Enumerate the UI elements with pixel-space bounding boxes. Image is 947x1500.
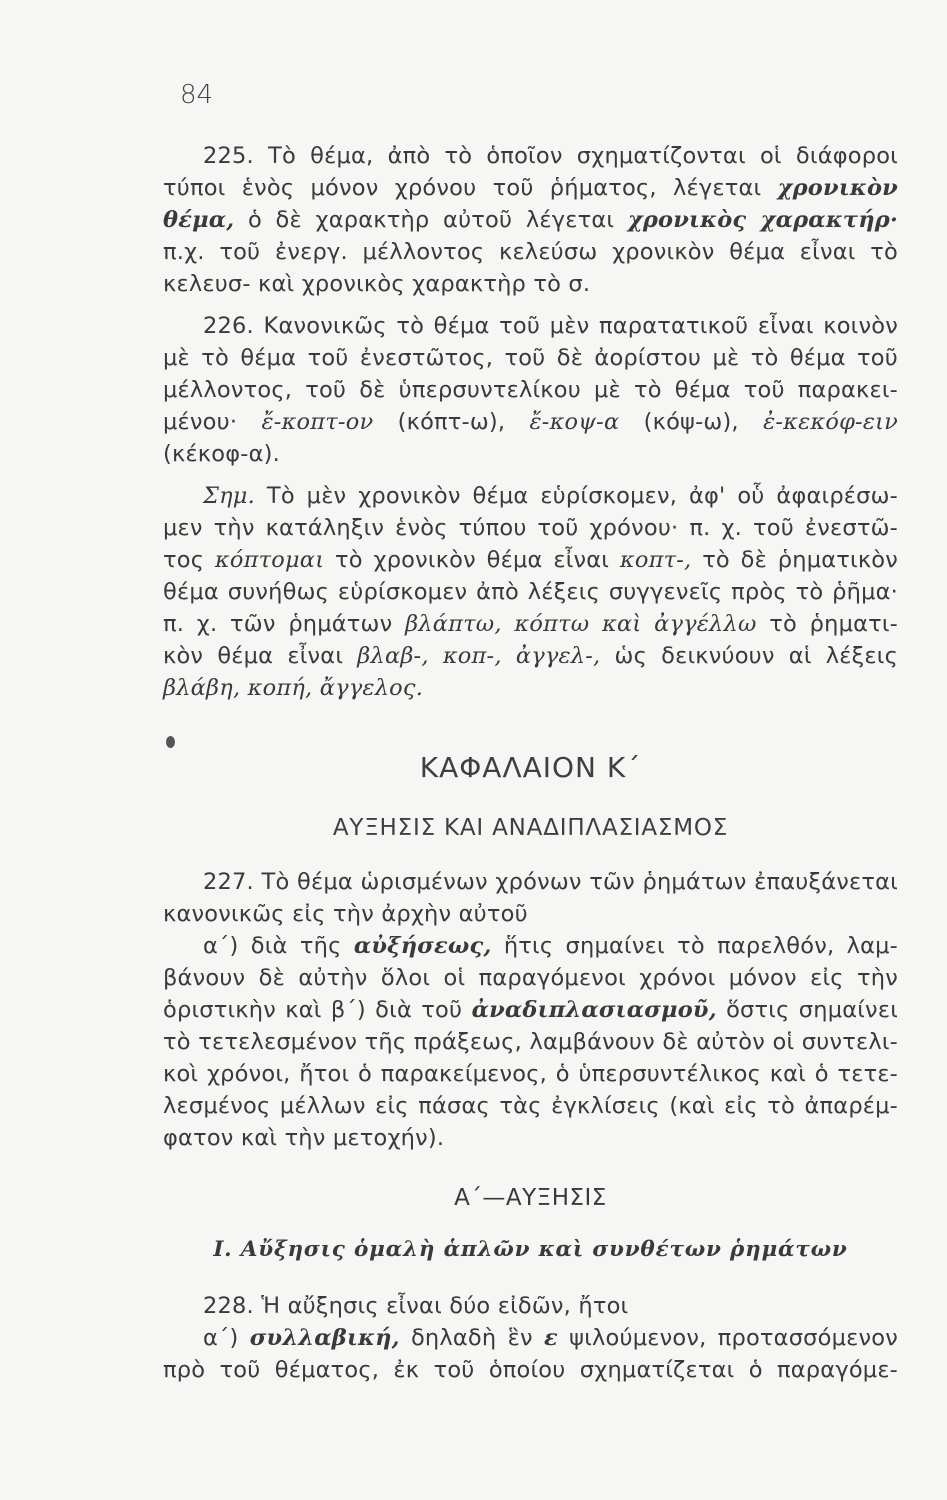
text-line: μεν τὴν κατάληξιν ἑνὸς τύπου τοῦ χρόνου· π. χ. τοῦ ἐνεστῶ- [163,515,898,541]
subsection-heading [163,1234,898,1266]
text-line: 225. Τὸ θέμα, ἀπὸ τὸ ὁποῖον σχηματίζονται οἱ διάφοροι [203,143,898,169]
subsection-title: Ι. Αὔξησις ὁμαλὴ ἁπλῶν καὶ συνθέτων ῥημάτων [213,1237,848,1262]
bullet-mark [166,736,175,748]
text-line: βάνουν δὲ αὐτὴν ὅλοι οἱ παραγόμενοι χρόνοι μόνον εἰς τὴν [163,965,898,991]
paragraph-226 [163,310,898,470]
text-line: βλάβη, κοπή, ἄγγελος. [163,675,424,701]
paragraph-227 [163,866,898,1154]
text-line: τὸ τετελεσμένον τῆς πράξεως, λαμβάνουν δὲ αὐτὸν οἱ συντελι- [163,1029,898,1055]
paragraph-225 [163,140,898,300]
text-line: θέμα, ὁ δὲ χαρακτὴρ αὐτοῦ λέγεται χρονικὸς χαρακτήρ· [163,207,898,233]
text-line: ὁριστικὴν καὶ β΄) διὰ τοῦ ἀναδιπλασιασμοῦ, ὅστις σημαίνει [163,997,899,1023]
text-line: πρὸ τοῦ θέματος, ἐκ τοῦ ὁποίου σχηματίζεται ὁ παραγόμε- [163,1357,898,1383]
text-line: Σημ. Τὸ μὲν χρονικὸν θέμα εὑρίσκομεν, ἀφ' οὗ ἀφαιρέσω- [203,483,898,509]
chapter-subtitle: ΑΥΞΗΣΙΣ ΚΑΙ ΑΝΑΔΙΠΛΑΣΙΑΣΜΟΣ [332,815,729,841]
section-heading [163,1182,898,1214]
text-line: 226. Κανονικῶς τὸ θέμα τοῦ μὲν παρατατικοῦ εἶναι κοινὸν [203,313,898,339]
text-line: (κέκοφ-α). [163,441,280,467]
text-line: κανονικῶς εἰς τὴν ἀρχὴν αὐτοῦ [163,901,528,927]
text-line: μέλλοντος, τοῦ δὲ ὑπερσυντελίκου μὲ τὸ θέμα τοῦ παρακει- [163,377,898,403]
text-line: π.χ. τοῦ ἐνεργ. μέλλοντος κελεύσω χρονικὸν θέμα εἶναι τὸ [163,239,898,265]
text-line: τος κόπτομαι τὸ χρονικὸν θέμα εἶναι κοπτ-, τὸ δὲ ῥηματικὸν [163,547,899,573]
text-line: 228. Ἡ αὔξησις εἶναι δύο εἰδῶν, ἤτοι [203,1293,629,1319]
chapter-subheading [163,812,898,844]
paragraph-228 [163,1290,898,1386]
text-line: π. χ. τῶν ῥημάτων βλάπτω, κόπτω καὶ ἀγγέλλω τὸ ῥηματι- [163,611,899,637]
text-line: λεσμένος μέλλων εἰς πάσας τὰς ἐγκλίσεις (καὶ εἰς τὸ ἀπαρέμ- [163,1093,898,1119]
chapter-heading [163,752,898,784]
text-line: κοὶ χρόνοι, ἤτοι ὁ παρακείμενος, ὁ ὑπερσυντέλικος καὶ ὁ τετε- [163,1061,898,1087]
text-line: 227. Τὸ θέμα ὡρισμένων χρόνων τῶν ῥημάτων ἐπαυξάνεται [203,869,898,895]
text-line: φατον καὶ τὴν μετοχήν). [163,1125,445,1151]
text-line: τύποι ἑνὸς μόνον χρόνου τοῦ ῥήματος, λέγεται χρονικὸν [163,175,898,201]
text-line: κελευσ- καὶ χρονικὸς χαρακτὴρ τὸ σ. [163,271,591,297]
text-line: μένου· ἔ-κοπτ-ον (κόπτ-ω), ἔ-κοψ-α (κόψ-ω), ἐ-κεκόφ-ειν [163,409,899,435]
text-line: κὸν θέμα εἶναι βλαβ-, κοπ-, ἀγγελ-, ὡς δεικνύουν αἱ λέξεις [163,643,898,669]
text-line: θέμα συνήθως εὑρίσκομεν ἀπὸ λέξεις συγγενεῖς πρὸς τὸ ῥῆμα· [163,579,898,605]
text-line: α΄) συλλαβική, δηλαδὴ ἓν ε ψιλούμενον, προτασσόμενον [203,1325,898,1351]
chapter-title: ΚΑΦΑΛΑΙΟΝ Κ΄ [419,751,642,784]
note-block [163,480,898,704]
text-line: μὲ τὸ θέμα τοῦ ἐνεστῶτος, τοῦ δὲ ἀορίστου μὲ τὸ θέμα τοῦ [163,345,898,371]
text-line: α΄) διὰ τῆς αὐξήσεως, ἥτις σημαίνει τὸ παρελθόν, λαμ- [203,933,899,959]
section-title: Α΄—ΑΥΞΗΣΙΣ [454,1185,607,1211]
page-number: 84 [180,80,214,110]
